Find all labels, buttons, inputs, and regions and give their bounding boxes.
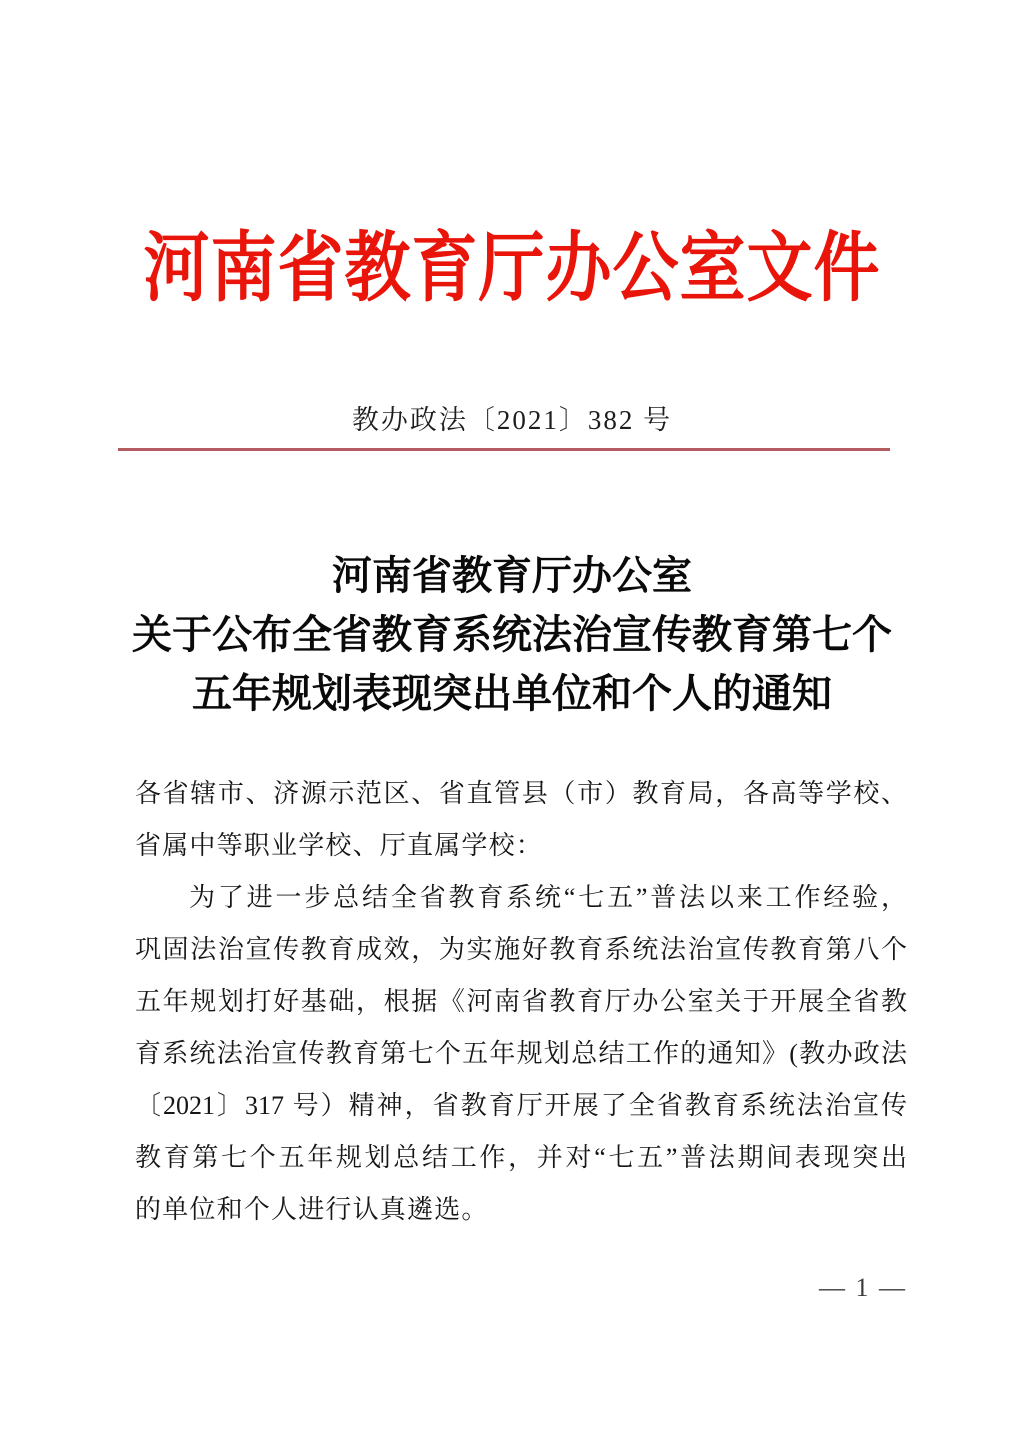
document-title-line: 关于公布全省教育系统法治宣传教育第七个 (132, 612, 892, 657)
body-line: 〔2021〕317 号）精神，省教育厅开展了全省教育系统法治宣传 (135, 1091, 907, 1120)
red-divider-line (118, 448, 890, 451)
letterhead-title: 河南省教育厅办公室文件 (143, 227, 881, 312)
body-line: 巩固法治宣传教育成效，为实施好教育系统法治宣传教育第八个 (135, 935, 907, 964)
document-number: 教办政法〔2021〕382 号 (351, 405, 673, 435)
body-line: 育系统法治宣传教育第七个五年规划总结工作的通知》(教办政法 (135, 1039, 907, 1068)
body-line: 省属中等职业学校、厅直属学校： (135, 831, 544, 860)
document-title (0, 546, 1024, 723)
body-line: 的单位和个人进行认真遴选。 (135, 1195, 489, 1224)
body-line: 教育第七个五年规划总结工作，并对“七五”普法期间表现突出 (135, 1143, 907, 1172)
document-body (135, 768, 907, 1236)
body-line: 各省辖市、济源示范区、省直管县（市）教育局，各高等学校、 (135, 779, 907, 808)
page-number: — 1 — (819, 1273, 907, 1302)
body-line: 为了进一步总结全省教育系统“七五”普法以来工作经验， (189, 883, 907, 912)
document-title-line: 河南省教育厅办公室 (332, 553, 692, 598)
document-title-line: 五年规划表现突出单位和个人的通知 (192, 671, 832, 716)
body-line: 五年规划打好基础，根据《河南省教育厅办公室关于开展全省教 (135, 987, 907, 1016)
